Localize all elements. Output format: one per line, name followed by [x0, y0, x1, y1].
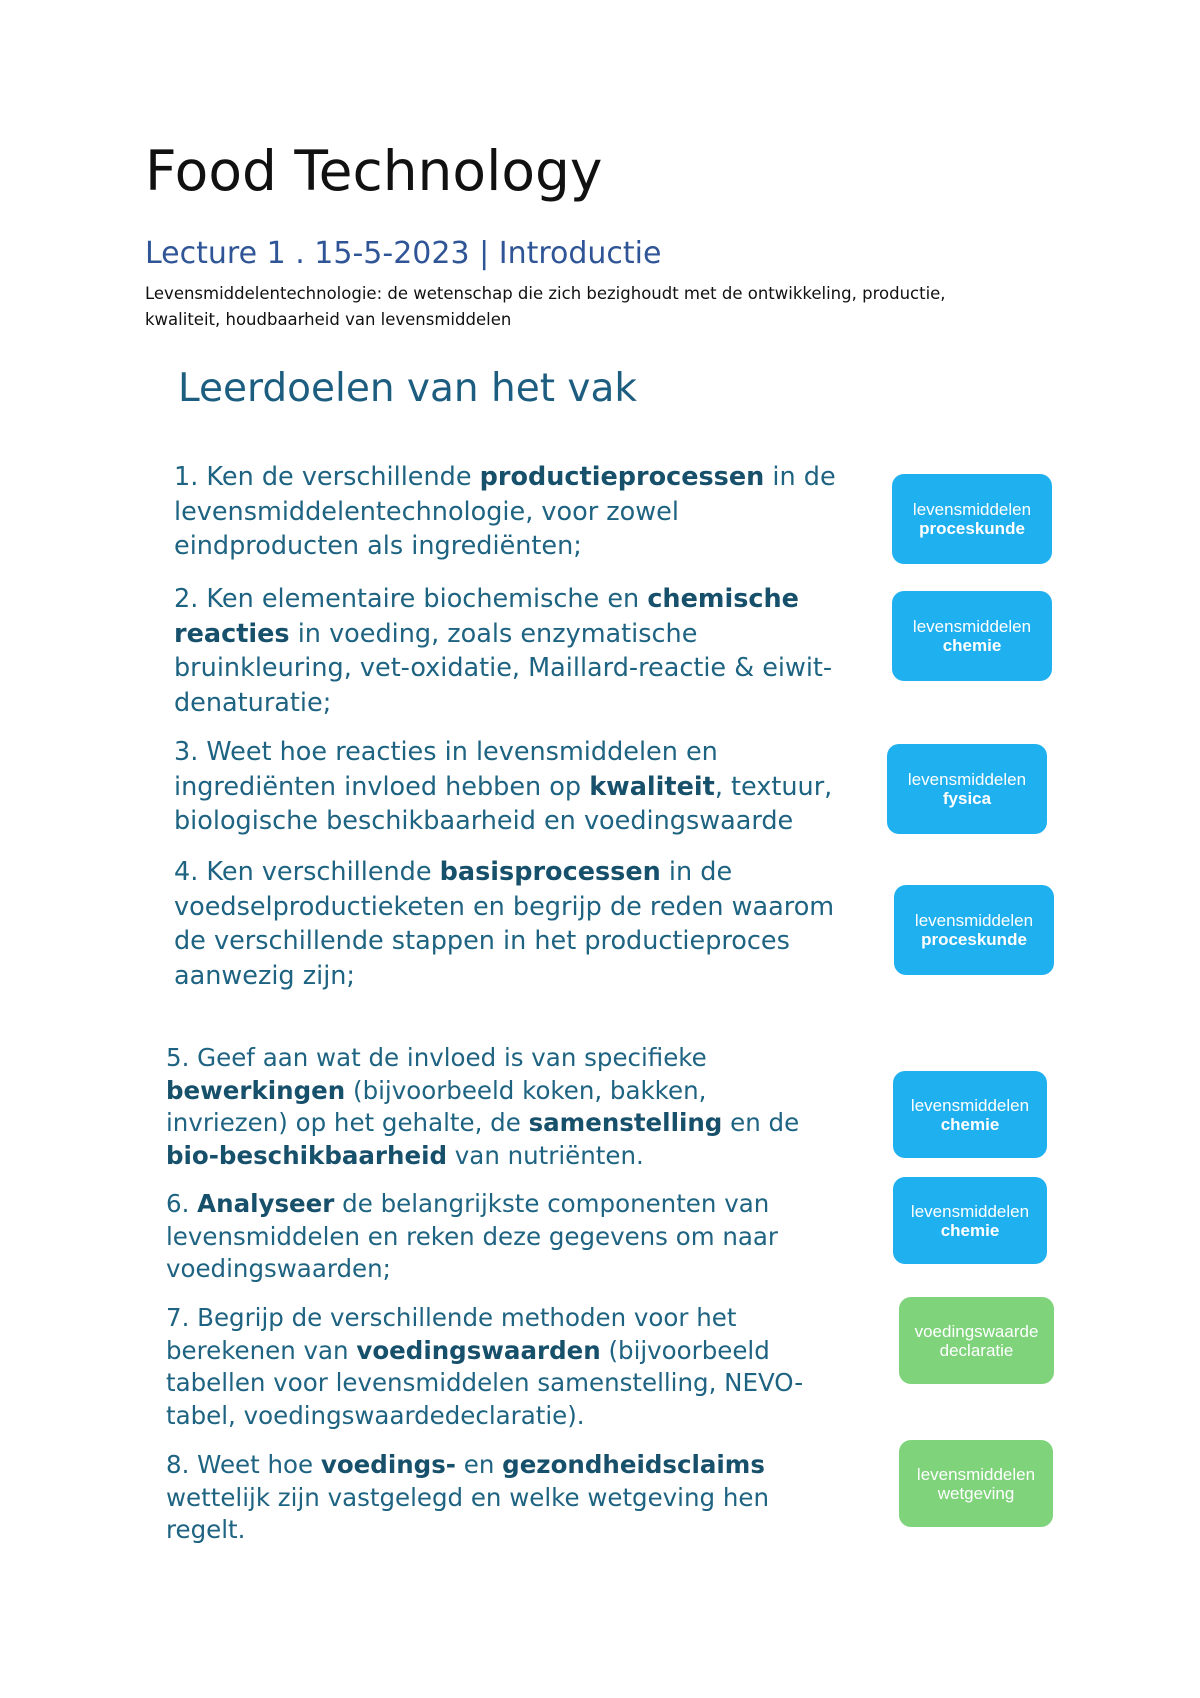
badge-line2: proceskunde: [921, 930, 1027, 949]
lecture-heading: Lecture 1 . 15-5-2023 | Introductie: [145, 236, 662, 271]
objective-text: de verschillende stappen in het productieproces: [174, 926, 790, 956]
objective-text: tabel, voedingswaardedeclaratie).: [166, 1400, 585, 1430]
objective-line: [174, 804, 832, 839]
badge-line2: wetgeving: [937, 1483, 1015, 1503]
objective-line: [174, 460, 836, 495]
badge-line2: declaratie: [939, 1340, 1014, 1360]
objective-keyword: Analyseer: [197, 1189, 335, 1218]
intro-paragraph: [145, 281, 1045, 333]
objective-5: [166, 1042, 799, 1172]
objective-text: bruinkleuring, vet-oxidatie, Maillard-reactie & eiwit-: [174, 653, 833, 683]
objective-text: 1. Ken de verschillende: [174, 462, 480, 492]
objective-text: ingrediënten invloed hebben op: [174, 771, 590, 802]
badge-line2: proceskunde: [919, 519, 1025, 538]
badge-line2: chemie: [940, 1114, 1000, 1134]
badge-levensmiddelen-proceskunde: [894, 885, 1054, 975]
badge-line1: levensmiddelen: [907, 770, 1027, 789]
objective-keyword: gezondheidsclaims: [502, 1450, 765, 1479]
objective-text: en de: [722, 1108, 800, 1137]
document-title: Food Technology: [145, 139, 603, 203]
objective-line: [174, 529, 836, 564]
badge-line1: levensmiddelen: [916, 1464, 1036, 1484]
objective-text: 5. Geef aan wat de invloed is van specifieke: [166, 1043, 707, 1072]
objective-line: [166, 1140, 799, 1173]
objective-text: 7. Begrijp de verschillende methoden voor het: [166, 1303, 737, 1332]
objective-7: [166, 1302, 803, 1432]
objective-line: [166, 1107, 799, 1140]
objective-text: levensmiddelen en reken deze gegevens om naar: [166, 1221, 779, 1251]
objective-keyword: bio-beschikbaarheid: [166, 1140, 448, 1170]
objective-text: invriezen) op het gehalte, de: [166, 1108, 529, 1137]
objective-text: voedingswaarden;: [166, 1254, 391, 1283]
slide-title: Leerdoelen van het vak: [178, 366, 637, 411]
objective-text: , textuur,: [714, 771, 833, 802]
objective-text: en: [455, 1450, 503, 1479]
objective-keyword: voedings-: [320, 1450, 456, 1479]
objective-line: [166, 1188, 778, 1221]
objective-text: tabellen voor levensmiddelen samenstelling, NEVO-: [166, 1368, 804, 1397]
objective-line: [174, 582, 832, 617]
badge-line1: levensmiddelen: [910, 1095, 1030, 1115]
objective-8: [166, 1449, 769, 1547]
objective-line: [166, 1302, 803, 1335]
objective-keyword: samenstelling: [528, 1108, 723, 1137]
objective-keyword: voedingswaarden: [356, 1335, 601, 1365]
objective-1: [174, 460, 836, 564]
objective-4: [174, 855, 834, 993]
objective-line: [174, 770, 832, 805]
objective-text: in de: [764, 462, 836, 492]
badge-line1: levensmiddelen: [912, 500, 1032, 519]
objective-keyword: chemische: [647, 584, 799, 614]
intro-line: kwaliteit, houdbaarheid van levensmiddelen: [145, 310, 512, 329]
objective-line: [174, 495, 836, 530]
objective-line: [174, 890, 834, 925]
objective-text: de belangrijkste componenten van: [334, 1189, 770, 1218]
badge-levensmiddelen-proceskunde: [892, 474, 1052, 564]
objective-text: voedselproductieketen en begrijp de reden waarom: [174, 891, 835, 922]
objective-text: 6.: [166, 1189, 198, 1218]
badge-levensmiddelen-fysica: [887, 744, 1047, 834]
objective-line: [166, 1075, 799, 1108]
badge-levensmiddelen-chemie: [893, 1071, 1047, 1158]
badge-levensmiddelen-wetgeving: [899, 1440, 1053, 1527]
objective-text: biologische beschikbaarheid en voedingswaarde: [174, 806, 794, 836]
objective-text: 2. Ken elementaire biochemische en: [174, 584, 648, 614]
badge-levensmiddelen-chemie: [893, 1177, 1047, 1264]
badge-levensmiddelen-chemie: [892, 591, 1052, 681]
badge-voedingswaarde-declaratie: [899, 1297, 1054, 1384]
objective-line: [174, 959, 834, 994]
objective-line: [174, 924, 834, 959]
objective-line: [174, 617, 832, 652]
objective-line: [174, 651, 832, 686]
badge-line2: fysica: [942, 789, 992, 808]
objective-keyword: productieprocessen: [479, 462, 765, 492]
objective-text: 4. Ken verschillende: [174, 857, 440, 887]
objective-keyword: bewerkingen: [166, 1075, 346, 1105]
objective-line: [174, 855, 834, 890]
objective-line: [166, 1482, 769, 1515]
objective-text: denaturatie;: [174, 687, 332, 718]
badge-line2: chemie: [940, 1220, 1000, 1240]
objective-text: in de: [660, 857, 733, 887]
objective-line: [174, 686, 832, 721]
objective-line: [166, 1449, 769, 1482]
objective-text: wettelijk zijn vastgelegd en welke wetgeving hen: [166, 1482, 769, 1512]
badge-line2: chemie: [942, 636, 1002, 655]
intro-line: Levensmiddelentechnologie: de wetenschap die zich bezighoudt met de ontwikkeling, productie,: [145, 284, 946, 303]
objective-line: [166, 1367, 803, 1400]
objective-keyword: kwaliteit: [589, 771, 715, 802]
objective-line: [166, 1514, 769, 1547]
objective-text: levensmiddelentechnologie, voor zowel: [174, 496, 679, 527]
badge-line1: levensmiddelen: [912, 617, 1032, 636]
badge-line1: levensmiddelen: [910, 1201, 1030, 1221]
objective-text: 8. Weet hoe: [166, 1450, 321, 1479]
objective-text: aanwezig zijn;: [174, 960, 356, 991]
objective-text: in voeding, zoals enzymatische: [289, 618, 698, 649]
objective-keyword: basisprocessen: [439, 857, 661, 887]
objective-text: (bijvoorbeeld koken, bakken,: [345, 1075, 707, 1105]
objective-text: van nutriënten.: [447, 1140, 644, 1170]
objective-line: [166, 1253, 778, 1286]
objective-text: 3. Weet hoe reacties in levensmiddelen en: [174, 737, 718, 767]
objective-6: [166, 1188, 778, 1286]
badge-line1: levensmiddelen: [914, 911, 1034, 930]
objective-line: [166, 1400, 803, 1433]
objective-line: [166, 1221, 778, 1254]
objective-2: [174, 582, 832, 720]
objective-line: [174, 735, 832, 770]
objective-line: [166, 1042, 799, 1075]
objective-text: eindproducten als ingrediënten;: [174, 531, 582, 561]
objective-line: [166, 1335, 803, 1368]
objective-3: [174, 735, 832, 839]
badge-line1: voedingswaarde: [914, 1321, 1039, 1341]
objective-keyword: reacties: [174, 618, 290, 649]
objective-text: (bijvoorbeeld: [600, 1335, 770, 1365]
objective-text: berekenen van: [166, 1335, 357, 1365]
objective-text: regelt.: [166, 1515, 246, 1544]
